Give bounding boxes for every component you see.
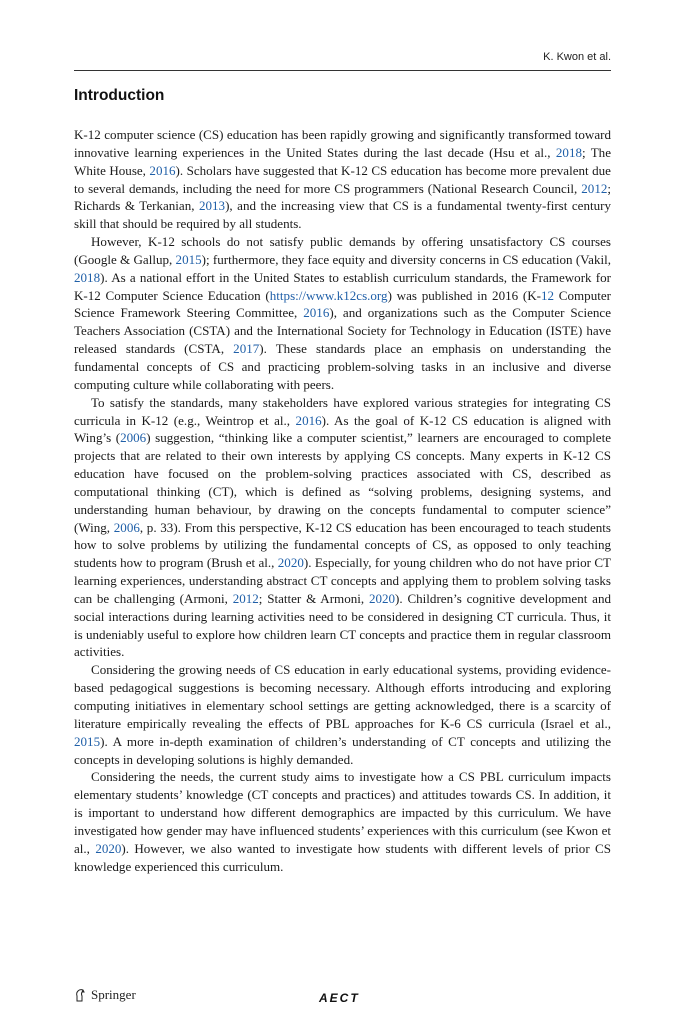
springer-horse-icon — [74, 988, 87, 1002]
section-title: Introduction — [74, 87, 165, 104]
paragraph-text: ). As a national effort in the United States to establish curriculum standards, the Framework for K-12 Computer Science Education ( — [74, 269, 611, 303]
citation-link[interactable]: 2015 — [74, 733, 101, 749]
springer-label: Springer — [91, 987, 136, 1002]
paragraph-text: ). Especially, for young children who do not have prior CT learning experiences, understanding abstract CT concepts and applying them to problem solving tasks can be challenging (Armoni, — [74, 555, 611, 606]
paragraph-text: ). Scholars have suggested that K-12 CS education has become more prevalent due to several demands, including the need for more CS programmers (National Research Council, — [74, 162, 611, 196]
citation-link[interactable]: 12 — [541, 287, 555, 303]
citation-link[interactable]: 2018 — [74, 269, 101, 285]
header-rule — [74, 70, 611, 71]
paragraph-text: ). However, we also wanted to investigate how students with different levels of prior CS knowledge experienced this curriculum. — [74, 840, 611, 874]
citation-link[interactable]: 2020 — [95, 840, 122, 856]
citation-link[interactable]: 2012 — [581, 180, 608, 196]
citation-link[interactable]: 2016 — [303, 305, 330, 321]
paragraph — [74, 233, 611, 394]
paragraph-text: Computer Science Framework Steering Committee, — [74, 287, 611, 321]
paragraph — [74, 661, 611, 768]
paragraph-text: ). These standards place an emphasis on understanding the fundamental concepts of CS and practicing problem-solving tasks in an inclusive and diverse computing culture while collaborating with peers. — [74, 341, 611, 392]
paragraph-text: K-12 computer science (CS) education has been rapidly growing and significantly transformed toward innovative learning experiences in the United States during the last decade (Hsu et al., — [74, 127, 611, 160]
paragraph-text: ). As the goal of K-12 CS education is aligned with Wing’s ( — [74, 412, 611, 446]
citation-link[interactable]: 2016 — [295, 412, 322, 428]
paragraph-text: However, K-12 schools do not satisfy public demands by offering unsatisfactory CS courses (Google & Gallup, — [74, 234, 611, 267]
citation-link[interactable]: 2020 — [368, 590, 396, 606]
citation-link[interactable]: 2006 — [113, 519, 140, 535]
paragraph-text: ). Children’s cognitive development and social interactions during learning activities need to be considered in designing CT curricula. Thus, it is undeniably useful to explore how children learn CT concepts and practice them in regular classroom activities. — [74, 590, 611, 660]
paragraph-text: ) suggestion, “thinking like a computer scientist,” learners are encouraged to complete projects that are related to their own interests by applying CS concepts. Many experts in K-12 CS education have focused on the problem-solving practices associated with CS, described as computational thinking (CT), which is defined as “solving problems, designing systems, and understanding human behaviour, by drawing on the concepts fundamental to computer science” (Wing, — [74, 430, 611, 535]
paragraph-text: To satisfy the standards, many stakeholders have explored various strategies for integrating CS curricula in K-12 (e.g., Weintrop et al., — [74, 394, 611, 428]
paragraph-text: Considering the growing needs of CS education in early educational systems, providing evidence-based pedagogical suggestions is becoming necessary. Although efforts introducing and exploring computing initiatives in elementary school settings are getting acknowledged, there is a scarcity of literature empirically revealing the effects of PBL approaches for K-6 CS curricula (Israel et al., — [74, 662, 611, 731]
paragraph-text: ) was published in 2016 (K- — [387, 287, 542, 303]
citation-link[interactable]: 2015 — [175, 251, 202, 267]
paragraph-text: , p. 33). From this perspective, K-12 CS education has been encouraged to teach students how to solve problems by utilizing the fundamental concepts of CS, as opposed to only teaching students how to program (Brush et al., — [74, 519, 611, 571]
paragraph-text: ; Richards & Terkanian, — [74, 180, 611, 214]
paragraph — [74, 394, 611, 662]
aect-logo: AECT — [319, 991, 360, 1005]
citation-link[interactable]: 2013 — [198, 198, 226, 214]
paragraph-text: Considering the needs, the current study aims to investigate how a CS PBL curriculum impacts elementary students’ knowledge (CT concepts and practices) and attitudes towards CS. In addition, it is important to understand how different demographics are impacted by this curriculum. We have investigated how gender may have influenced students’ experiences with this curriculum (see Kwon et al., — [74, 769, 611, 856]
paragraph-text: ), and organizations such as the Computer Science Teachers Association (CSTA) and the International Society for Technology in Education (ISTE) have released standards (CSTA, — [74, 305, 611, 357]
paragraph — [74, 768, 611, 875]
citation-link[interactable]: 2006 — [120, 430, 147, 446]
running-head: K. Kwon et al. — [543, 51, 611, 63]
springer-logo — [74, 987, 136, 1003]
paragraph-text: ). A more in-depth examination of children’s understanding of CT concepts and utilizing the concepts in developing solutions is highly demanded. — [74, 733, 611, 767]
citation-link[interactable]: 2016 — [149, 162, 176, 178]
paragraph-text: ; Statter & Armoni, — [258, 590, 369, 606]
paragraph-text: ), and the increasing view that CS is a fundamental twenty-first century skill that should be required by all students. — [74, 198, 611, 232]
paragraph-text: ; The White House, — [74, 144, 611, 178]
citation-link[interactable]: https://www.k12cs.org — [269, 287, 388, 303]
article-body — [74, 126, 611, 875]
citation-link[interactable]: 2020 — [277, 555, 304, 571]
citation-link[interactable]: 2018 — [555, 144, 582, 160]
page-footer — [74, 987, 611, 1007]
paragraph-text: ); furthermore, they face equity and diversity concerns in CS education (Vakil, — [201, 251, 611, 267]
paragraph — [74, 126, 611, 233]
citation-link[interactable]: 2012 — [232, 590, 259, 606]
citation-link[interactable]: 2017 — [233, 341, 260, 357]
